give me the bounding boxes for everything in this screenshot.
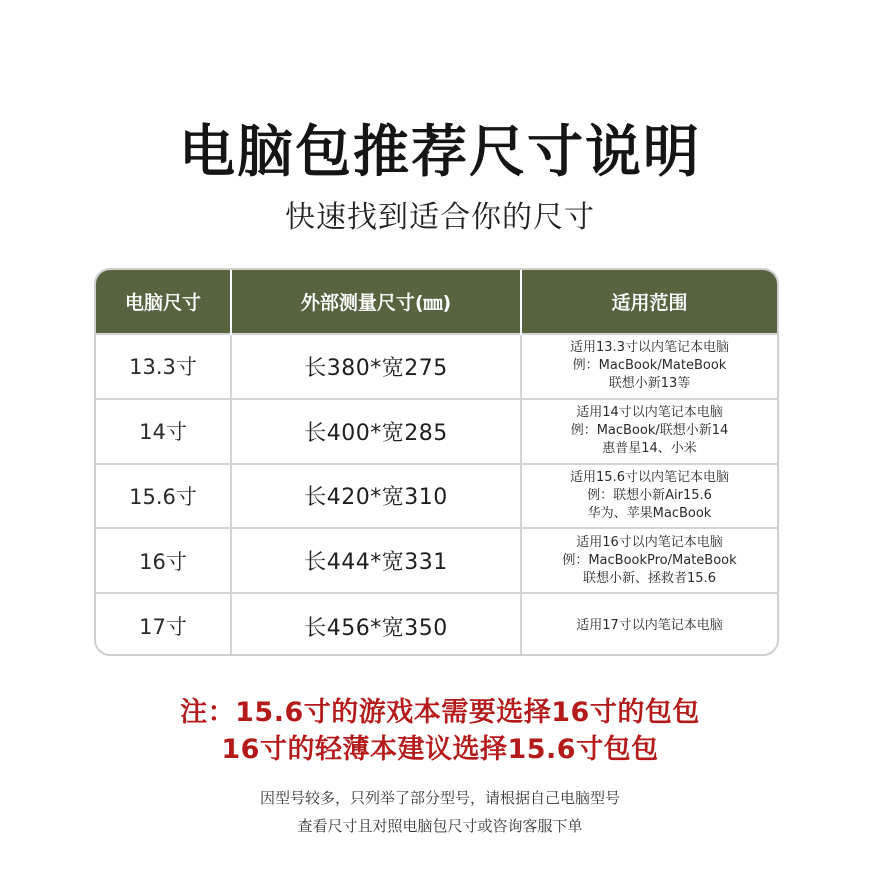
page-subtitle: 快速找到适合你的尺寸 (285, 200, 595, 235)
cell-measure: 长420*宽310 (231, 464, 521, 529)
page-title: 电脑包推荐尺寸说明 (179, 120, 701, 185)
cell-range (521, 399, 777, 464)
footer-line-2: 查看尺寸且对照电脑包尺寸或咨询客服下单 (297, 817, 583, 835)
note-gaming-laptop: 注：15.6寸的游戏本需要选择16寸的包包 (180, 697, 700, 728)
header-applicable-range: 适用范围 (611, 292, 688, 314)
range-line: 例：联想小新Air15.6 (587, 487, 712, 503)
range-line: 惠普星14、小米 (602, 441, 697, 457)
header-laptop-size: 电脑尺寸 (96, 270, 231, 334)
range-line: 例：MacBook/MateBook (572, 358, 727, 374)
table-header-row (96, 270, 777, 334)
cell-range (521, 528, 777, 593)
table-row (96, 399, 777, 464)
cell-size: 17寸 (96, 593, 231, 656)
cell-size: 16寸 (96, 528, 231, 593)
range-line: 例：MacBookPro/MateBook (562, 552, 737, 568)
cell-size: 13.3寸 (96, 334, 231, 399)
range-line: 联想小新13等 (608, 376, 691, 392)
range-line: 例：MacBook/联想小新14 (570, 423, 729, 439)
range-line: 适用16寸以内笔记本电脑 (576, 534, 723, 550)
cell-size: 14寸 (96, 399, 231, 464)
table-row (96, 464, 777, 529)
range-line: 华为、苹果MacBook (587, 505, 712, 521)
size-table (94, 268, 779, 656)
cell-measure: 长444*宽331 (231, 528, 521, 593)
table-row (96, 528, 777, 593)
footer-line-1: 因型号较多，只列举了部分型号，请根据自己电脑型号 (259, 789, 620, 807)
range-line: 适用13.3寸以内笔记本电脑 (570, 340, 729, 356)
cell-measure: 长456*宽350 (231, 593, 521, 656)
cell-measure: 长380*宽275 (231, 334, 521, 399)
range-line: 适用14寸以内笔记本电脑 (576, 405, 723, 421)
table-row (96, 334, 777, 399)
cell-size: 15.6寸 (96, 464, 231, 529)
range-line: 适用17寸以内笔记本电脑 (576, 618, 723, 634)
range-line: 适用15.6寸以内笔记本电脑 (570, 469, 729, 485)
cell-range (521, 464, 777, 529)
header-external-measure: 外部测量尺寸(㎜) (231, 270, 521, 334)
range-line: 联想小新、拯救者15.6 (583, 570, 716, 586)
note-ultrabook: 16寸的轻薄本建议选择15.6寸包包 (221, 734, 659, 765)
cell-range (521, 334, 777, 399)
cell-measure: 长400*宽285 (231, 399, 521, 464)
table-row (96, 593, 777, 656)
cell-range (521, 593, 777, 656)
